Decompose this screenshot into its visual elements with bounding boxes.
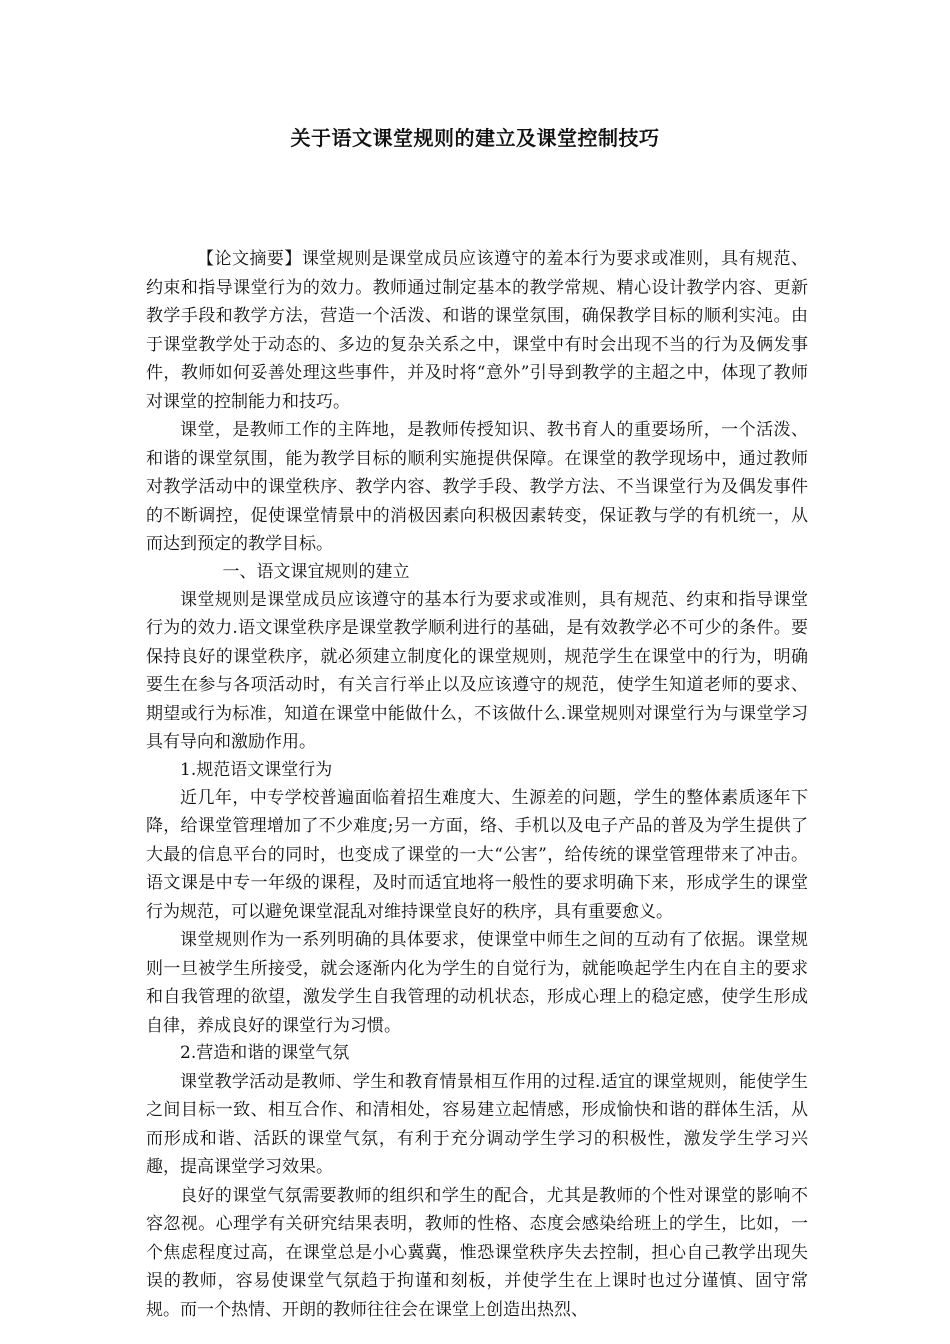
body-paragraph: 近几年，中专学校普遍面临着招生难度大、生源差的问题，学生的整体素质逐年下降，给课堂管理增加了不少难度;另一方面，络、手机以及电子产品的普及为学生提供了大最的信息平台的同时，也变成了课堂的一大“公害”，给传统的课堂管理带来了冲击。语文课是中专一年级的课程，及时而适宜地将一般性的要求明确下来，形成学生的课堂行为规范，可以避免课堂混乱对维持课堂良好的秩序，具有重要愈义。 [146, 787, 808, 922]
body-paragraph: 良好的课堂气氛需要教师的组织和学生的配合，尤其是教师的个性对课堂的影响不容忽视。心理学有关研究结果表明，教师的性格、态度会感染给班上的学生，比如，一个焦虑程度过高，在课堂总是小心冀冀，惟恐课堂秩序失去控制，担心自己教学出现失误的教师，容易使课堂气氛趋于拘谨和刻板，并使学生在上课时也过分谨慎、固守常规。而一个热情、开朗的教师往往会在课堂上创造出热烈、 [146, 1185, 808, 1320]
subsection-heading: 1.规范语文课堂行为 [180, 759, 333, 780]
body-paragraph: 课堂教学活动是教师、学生和教育情景相互作用的过程.适宜的课堂规则，能使学生之间目标一致、相互合作、和清相处，容易建立起情感，形成愉快和谐的群体生活，从而形成和谐、活跃的课堂气氛，有利于充分调动学生学习的积极性，激发学生学习兴趣，提高课堂学习效果。 [146, 1071, 808, 1178]
subsection-heading: 2.营造和谐的课堂气氛 [180, 1043, 350, 1064]
document-body [146, 245, 808, 1324]
body-paragraph: 课堂规则是课堂成员应该遵守的基本行为要求或准则，具有规范、约束和指导课堂行为的效力.语文课堂秩序是课堂教学顺利进行的基础，是有效教学必不可少的条件。要保持良好的课堂秩序，就必须建立制度化的课堂规则，规范学生在课堂中的行为，明确要生在参与各项活动时，有关言行举止以及应该遵守的规范，使学生知道老师的要求、期望或行为标准，知道在课堂中能做什么，不该做什么.课堂规则对课堂行为与课堂学习具有导向和激励作用。 [146, 589, 808, 753]
body-paragraph: 课堂规则作为一系列明确的具体要求，使课堂中师生之间的互动有了依据。课堂规则一旦被学生所接受，就会逐渐内化为学生的自觉行为，就能唤起学生内在自主的要求和自我管理的欲望，激发学生自我管理的动机状态，形成心理上的稳定感，使学生形成自律，养成良好的课堂行为习惯。 [146, 930, 808, 1036]
document-title: 关于语文课堂规则的建立及课堂控制技巧 [290, 126, 660, 150]
section-heading: 一、语文课宜规则的建立 [222, 561, 410, 582]
intro-paragraph: 课堂，是教师工作的主阵地，是教师传授知识、教书育人的重要场所，一个活泼、和谐的课堂氛围，能为教学目标的顺利实施提供保障。在课堂的教学现场中，通过教师对教学活动中的课堂秩序、教学内容、教学手段、教学方法、不当课堂行为及偶发事件的不断调控，促使课堂情景中的消极因素向积极因素转变，保证教与学的有机统一，从而达到预定的教学目标。 [146, 420, 808, 554]
abstract-paragraph: 【论文摘要】课堂规则是课堂成员应该遵守的羞本行为要求或准则，具有规范、约束和指导课堂行为的效力。教师通过制定基本的教学常规、精心设计教学内容、更新教学手段和教学方法，营造一个活泼、和谐的课堂氛围，确保教学目标的顺利实沌。由于课堂教学处于动态的、多边的复杂关系之中，课堂中有时会出现不当的行为及俩发事件，教师如何妥善处理这些事件，并及时将“意外”引导到教学的主超之中，体现了教师对课堂的控制能力和技巧。 [146, 249, 808, 412]
